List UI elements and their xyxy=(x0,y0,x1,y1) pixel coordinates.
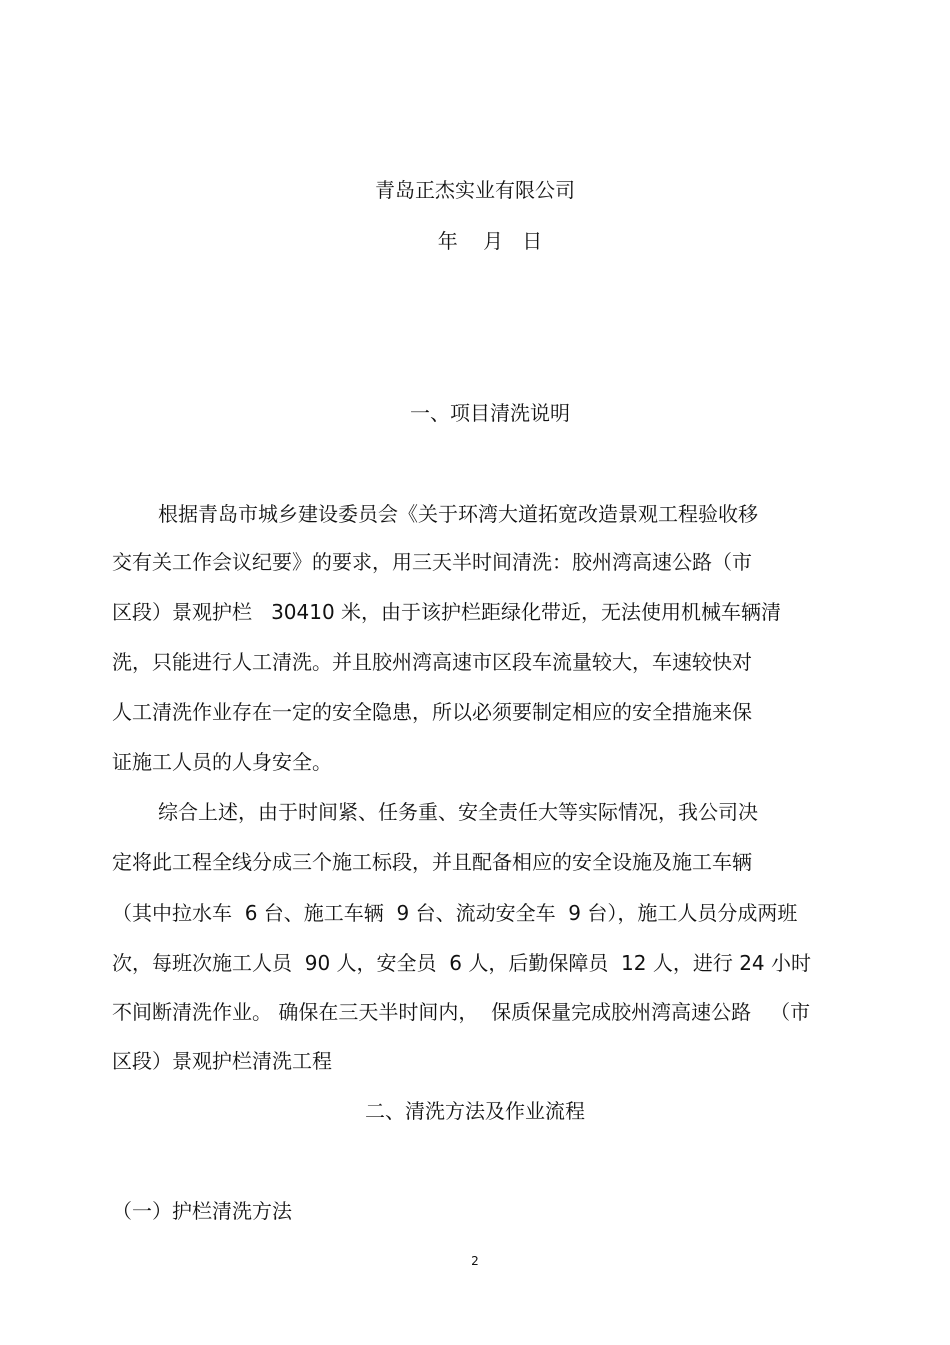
section-2-title: 二、清洗方法及作业流程 xyxy=(365,1099,585,1123)
paragraph-2-line: 定将此工程全线分成三个施工标段，并且配备相应的安全设施及施工车辆 xyxy=(112,850,752,874)
paragraph-1-line: 证施工人员的人身安全。 xyxy=(112,750,332,774)
subsection-1-title: （一）护栏清洗方法 xyxy=(112,1199,292,1223)
paragraph-1-line: 洗，只能进行人工清洗。并且胶州湾高速市区段车流量较大，车速较快对 xyxy=(112,650,752,674)
paragraph-1-line: 根据青岛市城乡建设委员会《关于环湾大道拓宽改造景观工程验收移 xyxy=(158,502,758,526)
paragraph-1-line: 区段）景观护栏 30410 米，由于该护栏距绿化带近，无法使用机械车辆清 xyxy=(112,600,782,624)
paragraph-2-line: 次，每班次施工人员 90 人，安全员 6 人，后勤保障员 12 人，进行 24 小时 xyxy=(112,951,812,975)
date-line: 年 月 日 xyxy=(437,229,543,253)
paragraph-2-line: 不间断清洗作业。 确保在三天半时间内， 保质保量完成胶州湾高速公路 （市 xyxy=(112,1000,811,1024)
paragraph-2-line: （其中拉水车 6 台、施工车辆 9 台、流动安全车 9 台），施工人员分成两班 xyxy=(112,901,798,925)
section-1-title: 一、项目清洗说明 xyxy=(410,401,570,425)
paragraph-1-line: 交有关工作会议纪要》的要求，用三天半时间清洗：胶州湾高速公路（市 xyxy=(112,550,752,574)
paragraph-1-line: 人工清洗作业存在一定的安全隐患，所以必须要制定相应的安全措施来保 xyxy=(112,700,752,724)
paragraph-2-line: 综合上述，由于时间紧、任务重、安全责任大等实际情况，我公司决 xyxy=(158,800,758,824)
paragraph-2-line: 区段）景观护栏清洗工程 xyxy=(112,1049,332,1073)
page-number: 2 xyxy=(471,1254,479,1268)
company-name: 青岛正杰实业有限公司 xyxy=(375,178,575,202)
